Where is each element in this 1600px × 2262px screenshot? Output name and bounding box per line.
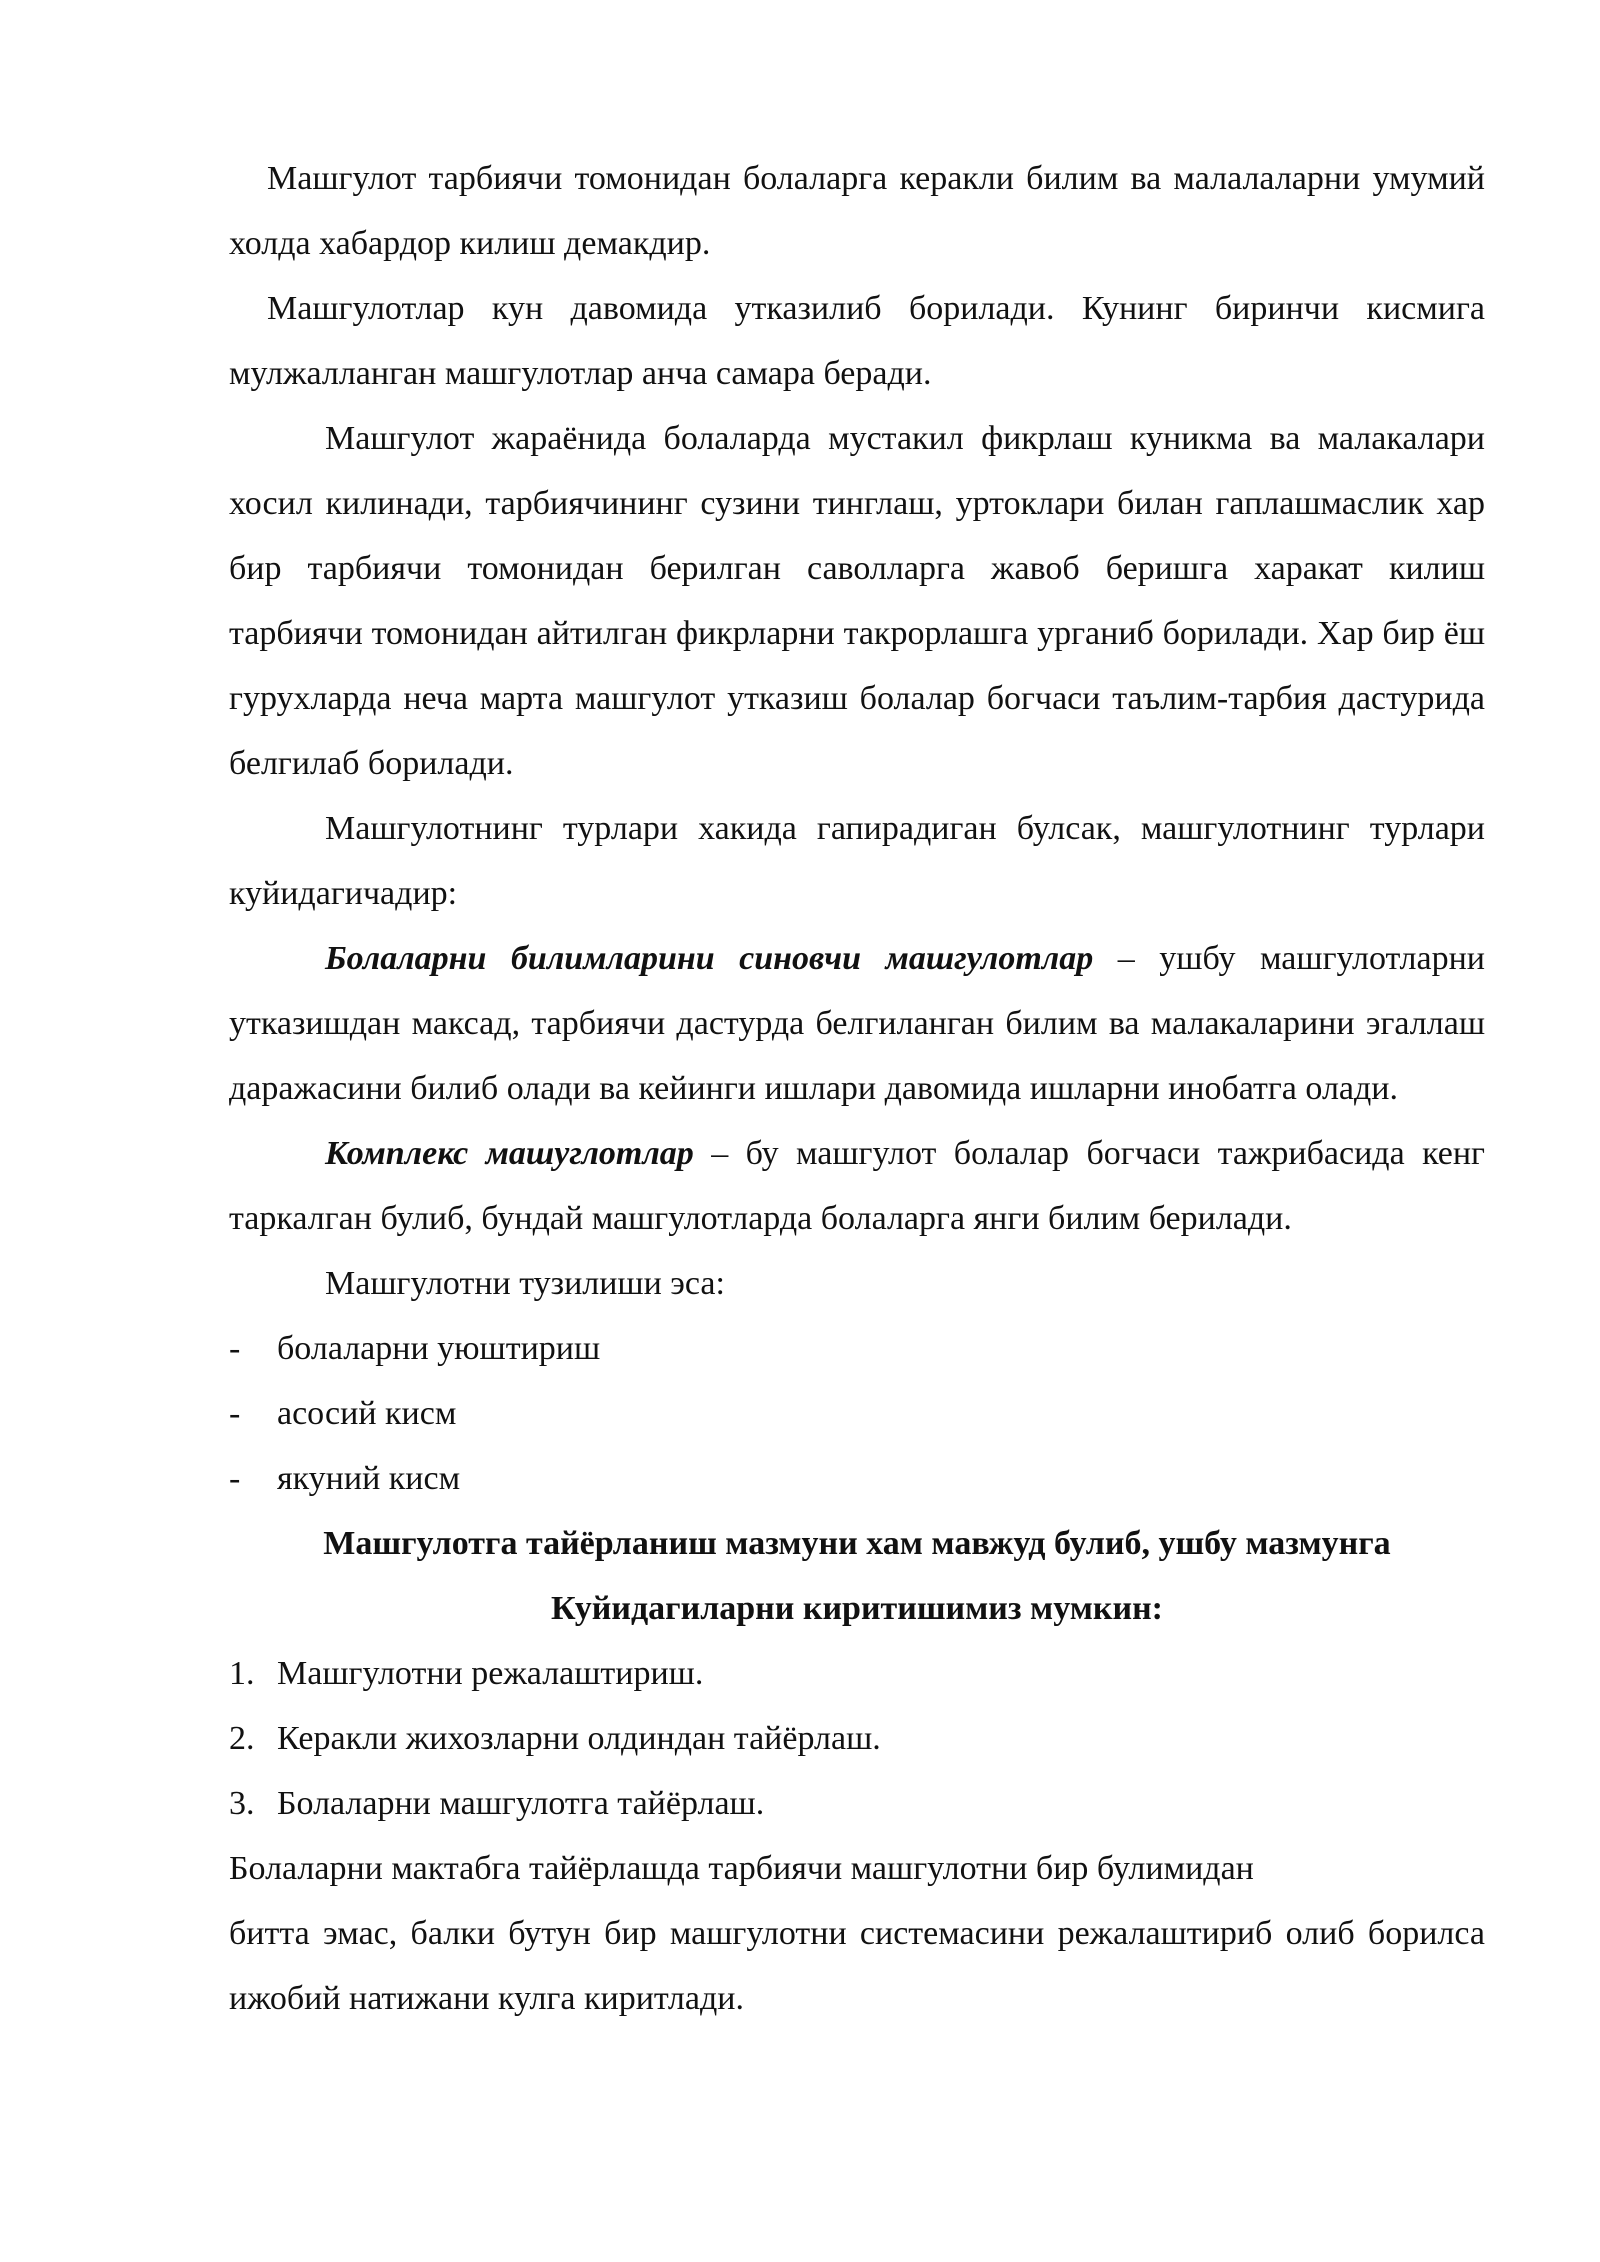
section-heading-line-2: Куйидагиларни киритишимиз мумкин: <box>550 1590 1164 1627</box>
section-heading-line-1: Машгулотга тайёрланиш мазмуни хам мавжуд булиб, ушбу мазмунга <box>323 1525 1391 1562</box>
document-page <box>229 146 1485 2031</box>
paragraph-2: Машгулотлар кун давомида утказилиб борилади. Кунинг биринчи кисмига мулжалланган машгулотлар анча самара беради. <box>229 290 1485 392</box>
list-item <box>229 1771 1485 1836</box>
list-item <box>229 1316 1485 1381</box>
closing-line-1: Болаларни мактабга тайёрлашда тарбиячи машгулотни бир булимидан <box>229 1850 1254 1887</box>
list-item-text: Болаларни машгулотга тайёрлаш. <box>277 1785 765 1822</box>
list-item-text: болаларни уюштириш <box>277 1330 601 1367</box>
closing-paragraph: битта эмас, балки бутун бир машгулотни системасини режалаштириб олиб борилса ижобий натижани кулга киритлади. <box>229 1915 1485 2017</box>
paragraph-5 <box>229 926 1485 1121</box>
paragraph-3: Машгулот жараёнида болаларда мустакил фикрлаш куникма ва малакалари хосил килинади, тарбиячининг сузини тинглаш, уртоклари билан гаплашмаслик хар бир тарбиячи томонидан берилган саволларга жавоб беришга харакат килиш тарбиячи томонидан айтилган фикрларни такрорлашга урганиб борилади. Хар бир ёш гурухларда неча марта машгулот утказиш болалар богчаси таълим-тарбия дастурида белгилаб борилади. <box>229 420 1485 782</box>
term-complex-lessons: Комплекс машуглотлар <box>325 1135 694 1172</box>
list-item <box>229 1446 1485 1511</box>
list-item <box>229 1381 1485 1446</box>
numbered-list <box>229 1641 1485 1836</box>
paragraph-4: Машгулотнинг турлари хакида гапирадиган булсак, машгулотнинг турлари куйидагичадир: <box>229 810 1485 912</box>
list-number: 1. <box>229 1655 255 1692</box>
paragraph-5-text: – ушбу машгулотларни утказишдан максад, тарбиячи дастурда белгиланган билим ва малакаларини эгаллаш даражасини билиб олади ва кейинги ишлари давомида ишларни инобатга олади. <box>229 940 1485 1107</box>
paragraph-6 <box>229 1121 1485 1251</box>
term-knowledge-test-lessons: Болаларни билимларини синовчи машгулотлар <box>325 940 1094 977</box>
list-item-text: Керакли жихозларни олдиндан тайёрлаш. <box>277 1720 881 1757</box>
list-item-text: якуний кисм <box>277 1460 461 1497</box>
paragraph-6-text: – бу машгулот болалар богчаси тажрибасида кенг таркалган булиб, бундай машгулотларда болаларга янги билим берилади. <box>229 1135 1485 1237</box>
list-marker: - <box>229 1330 241 1367</box>
dash-list <box>229 1316 1485 1511</box>
list-item <box>229 1641 1485 1706</box>
list-marker: - <box>229 1460 241 1497</box>
list-item <box>229 1706 1485 1771</box>
paragraph-7: Машгулотни тузилиши эса: <box>325 1265 725 1302</box>
list-number: 2. <box>229 1720 255 1757</box>
list-item-text: асосий кисм <box>277 1395 457 1432</box>
paragraph-1: Машгулот тарбиячи томонидан болаларга керакли билим ва малалаларни умумий холда хабардор килиш демакдир. <box>229 160 1485 262</box>
list-number: 3. <box>229 1785 255 1822</box>
list-marker: - <box>229 1395 241 1432</box>
list-item-text: Машгулотни режалаштириш. <box>277 1655 704 1692</box>
